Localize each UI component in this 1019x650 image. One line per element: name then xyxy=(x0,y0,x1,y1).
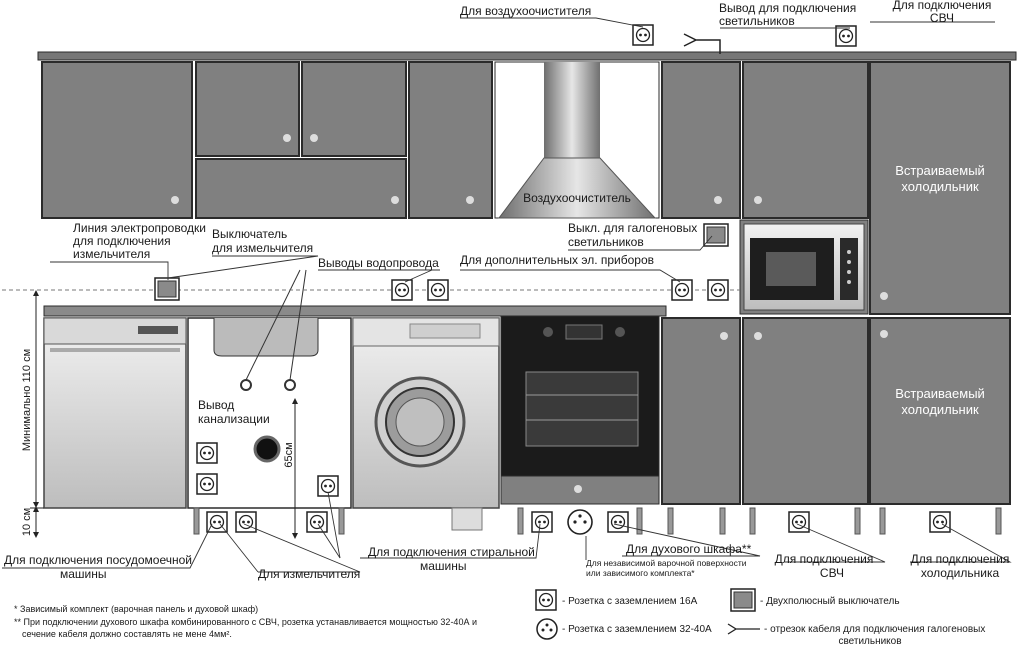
label-light-output-1: Вывод для подключения xyxy=(719,1,857,15)
label-fridge-conn-1: Для подключения xyxy=(910,552,1010,566)
fridge-column xyxy=(870,62,1010,504)
label-oven: Для духового шкафа** xyxy=(626,542,752,556)
label-wiring-2: для подключения xyxy=(73,234,171,248)
countertop xyxy=(44,306,666,316)
label-mw-bottom-2: СВЧ xyxy=(819,566,845,580)
label-extra-appliances: Для дополнительных эл. приборов xyxy=(460,253,655,267)
range-hood xyxy=(495,62,659,218)
label-fridge-conn-2: холодильника xyxy=(920,566,1000,580)
dishwasher xyxy=(44,318,186,508)
label-wiring-3: измельчителя xyxy=(73,247,151,261)
oven xyxy=(501,316,659,504)
label-mw-bottom-1: Для подключения xyxy=(774,552,874,566)
label-shredder-switch-1: Выключатель xyxy=(212,227,288,241)
fridge-top-label-2: холодильник xyxy=(901,179,979,194)
fridge-top-label-1: Встраиваемый xyxy=(895,163,985,178)
label-dishwasher-1: Для подключения посудомоечной xyxy=(4,553,192,567)
bottom-annotations xyxy=(4,542,1009,581)
label-hob-1: Для независимой варочной поверхности xyxy=(586,558,747,568)
label-dishwasher-2: машины xyxy=(60,567,107,581)
legend-switch: - Двухполюсный выключатель xyxy=(760,596,900,607)
sewer-label-1: Вывод xyxy=(198,398,235,412)
lower-cabinets xyxy=(662,318,868,504)
dim-65: 65см xyxy=(283,442,295,468)
label-halogen-switch-1: Выкл. для галогеновых xyxy=(568,221,698,235)
label-mw-1: Для подключения xyxy=(892,0,992,12)
legend-socket-16: - Розетка с заземлением 16А xyxy=(562,596,698,607)
washing-machine xyxy=(353,318,499,530)
label-mw-2: СВЧ xyxy=(929,11,955,25)
note-2b: сечение кабеля должно составлять не мене 4мм². xyxy=(22,629,232,639)
fridge-bottom-label-1: Встраиваемый xyxy=(895,386,985,401)
legend-cable-2: светильников xyxy=(838,636,902,647)
label-hob-2: или зависимого комплекта* xyxy=(586,568,695,578)
fridge-bottom-label-2: холодильник xyxy=(901,402,979,417)
note-1: * Зависимый комплект (варочная панель и духовой шкаф) xyxy=(14,604,259,614)
label-water-outlets: Выводы водопровода xyxy=(318,256,439,270)
label-washer-1: Для подключения стиральной xyxy=(368,545,535,559)
label-air-purifier: Для воздухоочистителя xyxy=(460,4,592,18)
legend-cable-1: - отрезок кабеля для подключения галогеновых xyxy=(764,624,986,635)
label-shredder: Для измельчителя xyxy=(258,567,361,581)
hood-label: Воздухоочиститель xyxy=(523,191,631,205)
microwave xyxy=(740,220,868,314)
label-wiring-1: Линия электропроводки xyxy=(73,221,206,235)
label-washer-2: машины xyxy=(420,559,467,573)
dim-110: Минимально 110 см xyxy=(21,348,33,452)
label-shredder-switch-2: для измельчителя xyxy=(212,241,314,255)
dim-10: 10 см xyxy=(21,507,33,537)
note-2a: ** При подключении духового шкафа комбинированного с СВЧ, розетка устанавливается мощностью 32-40А и xyxy=(14,617,477,627)
sewer-label-2: канализации xyxy=(198,412,270,426)
legend xyxy=(536,589,985,647)
dimensions xyxy=(21,290,44,538)
label-light-output-2: светильников xyxy=(719,14,795,28)
footnotes xyxy=(14,604,477,639)
label-halogen-switch-2: светильников xyxy=(568,235,644,249)
legend-socket-32: - Розетка с заземлением 32-40А xyxy=(562,624,712,635)
